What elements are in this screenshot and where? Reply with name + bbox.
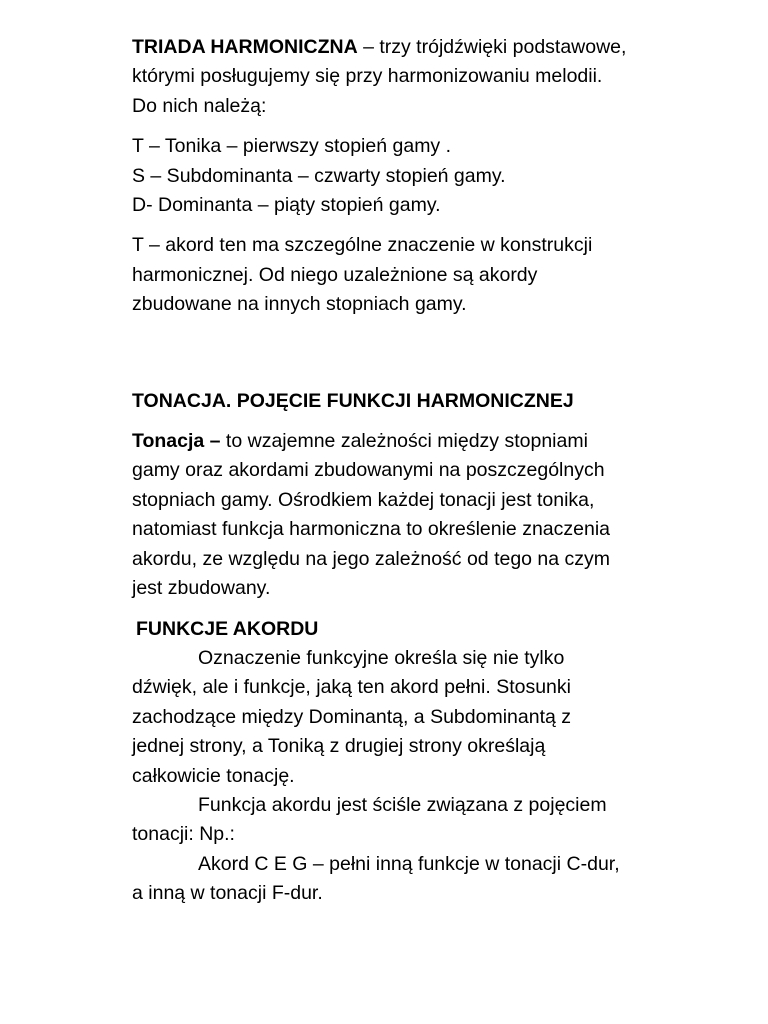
tonic-line-3: zbudowane na innych stopniach gamy.	[132, 293, 467, 316]
function-dominant: D- Dominanta – piąty stopień gamy.	[132, 194, 441, 217]
tonic-line-2: harmonicznej. Od niego uzależnione są akordy	[132, 263, 538, 286]
triada-line-2: którymi posługujemy się przy harmonizowaniu melodii.	[132, 65, 603, 88]
tonacja-line-6: jest zbudowany.	[132, 577, 271, 600]
funkcje-line-1: Oznaczenie funkcyjne określa się nie tylko	[198, 646, 565, 669]
spacer	[132, 604, 668, 615]
spacer	[132, 416, 668, 427]
triada-paragraph	[132, 33, 668, 121]
tonacja-line-1	[132, 427, 668, 456]
tonic-paragraph	[132, 231, 668, 319]
funkcje-line-4: jednej strony, a Toniką z drugiej strony określają	[132, 735, 546, 758]
function-tonic: T – Tonika – pierwszy stopień gamy .	[132, 135, 452, 158]
funkcja-akordu-line-1: Funkcja akordu jest ściśle związana z pojęciem	[198, 793, 607, 816]
triada-term: TRIADA HARMONICZNA	[132, 36, 358, 58]
funkcje-paragraph	[132, 644, 668, 791]
funkcje-line-5: całkowicie tonację.	[132, 764, 295, 787]
example-line-1: Akord C E G – pełni inną funkcje w tonacji C-dur,	[198, 852, 620, 875]
tonacja-line-3: stopniach gamy. Ośrodkiem każdej tonacji jest tonika,	[132, 488, 595, 511]
spacer	[132, 121, 668, 132]
tonacja-line-5: akordu, ze względu na jego zależność od tego na czym	[132, 547, 611, 570]
funkcja-akordu-paragraph	[132, 791, 668, 850]
tonacja-line-4: natomiast funkcja harmoniczna to określenie znaczenia	[132, 518, 611, 541]
funkcja-akordu-line-2: tonacji: Np.:	[132, 823, 235, 846]
example-line-2: a inną w tonacji F-dur.	[132, 882, 323, 905]
funkcje-line-2: dźwięk, ale i funkcje, jaką ten akord pełni. Stosunki	[132, 676, 571, 699]
funkcje-line-3: zachodzące między Dominantą, a Subdominantą z	[132, 705, 571, 728]
tonacja-definition: to wzajemne zależności między stopniami	[220, 430, 588, 453]
spacer	[132, 320, 668, 387]
tonacja-paragraph	[132, 427, 668, 603]
section-heading-funkcje: FUNKCJE AKORDU	[136, 617, 319, 640]
tonacja-term: Tonacja –	[132, 430, 221, 453]
functions-list	[132, 132, 668, 220]
triada-line-1	[132, 33, 668, 62]
example-paragraph	[132, 850, 668, 909]
spacer	[132, 220, 668, 231]
section-heading-tonacja: TONACJA. POJĘCIE FUNKCJI HARMONICZNEJ	[132, 389, 574, 412]
tonic-line-1: T – akord ten ma szczególne znaczenie w konstrukcji	[132, 234, 593, 257]
triada-line-3: Do nich należą:	[132, 94, 267, 117]
function-subdominant: S – Subdominanta – czwarty stopień gamy.	[132, 164, 506, 187]
tonacja-line-2: gamy oraz akordami zbudowanymi na poszczególnych	[132, 459, 605, 482]
triada-definition: – trzy trójdźwięki podstawowe,	[357, 36, 627, 58]
